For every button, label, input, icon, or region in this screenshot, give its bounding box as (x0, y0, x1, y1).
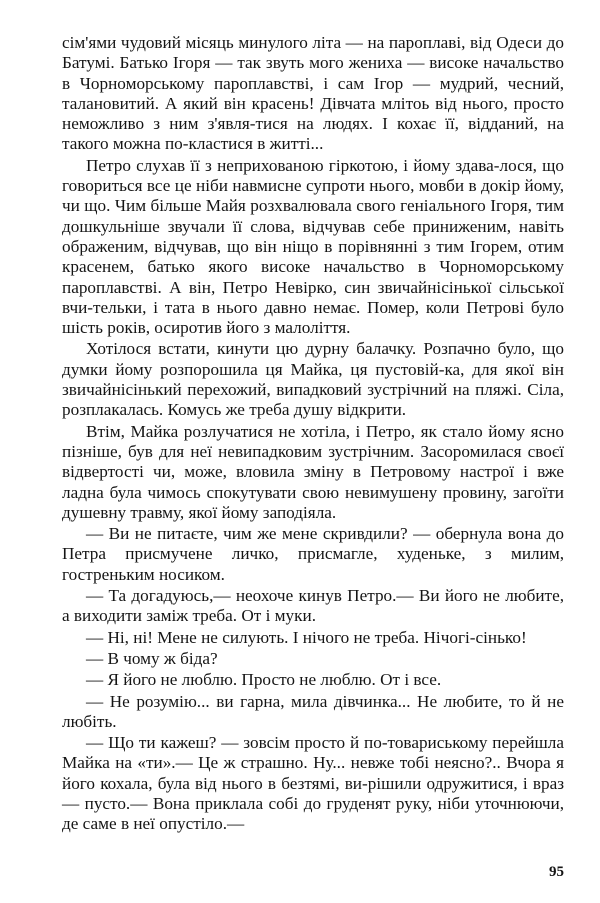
dialogue-line-5: — Я його не люблю. Просто не люблю. От і все. (86, 670, 442, 690)
dialogue-line-4: — В чому ж біда? (86, 648, 218, 668)
dialogue-line-7: — Що ти кажеш? — зовсім просто й по-товариському перейшла Майка на «ти».— Це ж страшно. Ну... невже тобі неясно?.. Вчора я його кохала, була від нього в безтямі, ви-рішили одружитися, і враз — пусто.— Вона приклала собі до груденят руку, ніби уточнюючи, де саме в неї опустіло.— (62, 733, 564, 834)
dialogue-line-1: — Ви не питаєте, чим же мене скривдили? — обернула вона до Петра присмучене личко, присмагле, худеньке, з милим, гостреньким носиком. (62, 524, 564, 584)
paragraph-3: Хотілося встати, кинути цю дурну балачку. Розпачно було, що думки йому розпорошила ця Майка, ця пустовій-ка, для якої він звичайнісінький перехожий, випадковий зустрічний на пляжі. Сіла, розплакалась. Комусь же треба душу відкрити. (62, 339, 564, 420)
dialogue-line-6: — Не розумію... ви гарна, мила дівчинка... Не любите, то й не любіть. (62, 691, 564, 731)
text-column (62, 33, 564, 835)
paragraph-1: сім'ями чудовий місяць минулого літа — на пароплаві, від Одеси до Батумі. Батько Ігоря — так звуть мого жениха — високе начальство в Чорноморському пароплавстві, і сам Ігор — мудрий, чесний, талановитий. А який він красень! Дівчата млітоь від нього, просто неможливо з ним з'явля-тися на людях. І кохає її, відданий, на такого можна по-кластися в житті... (62, 33, 564, 154)
page-number: 95 (549, 864, 564, 880)
paragraph-2: Петро слухав її з неприхованою гіркотою, і йому здава-лося, що говориться все це ніби навмисне супроти нього, мовби в докір йому, чи що. Чим більше Майя розхвалювала свого геніального Ігоря, тим дошкульніше звучали її слова, відчував себе приниженим, навіть ображеним, відчував, що він ніщо в порівнянні з тим Ігорем, отим красенем, батько якого високе начальство в Чорноморському пароплавстві. А він, Петро Невірко, син звичайнісінької сільської вчи-тельки, і тата в нього давно немає. Помер, коли Петрові було шість років, осиротив його з малоліття. (62, 155, 564, 338)
dialogue-line-2: — Та догадуюсь,— неохоче кинув Петро.— Ви його не любите, а виходити заміж треба. От і муки. (62, 586, 564, 626)
paragraph-4: Втім, Майка розлучатися не хотіла, і Петро, як стало йому ясно пізніше, був для неї невипадковим зустрічним. Засоромилася своєї відвертості чи, може, вловила зміну в Петровому настрої і вже ладна була чимось спокутувати свою невимушену провину, загоїти душевну травму, якої йому заподіяла. (62, 421, 564, 522)
dialogue-line-3: — Ні, ні! Мене не силують. І нічого не треба. Нічогі-сінько! (86, 627, 527, 647)
